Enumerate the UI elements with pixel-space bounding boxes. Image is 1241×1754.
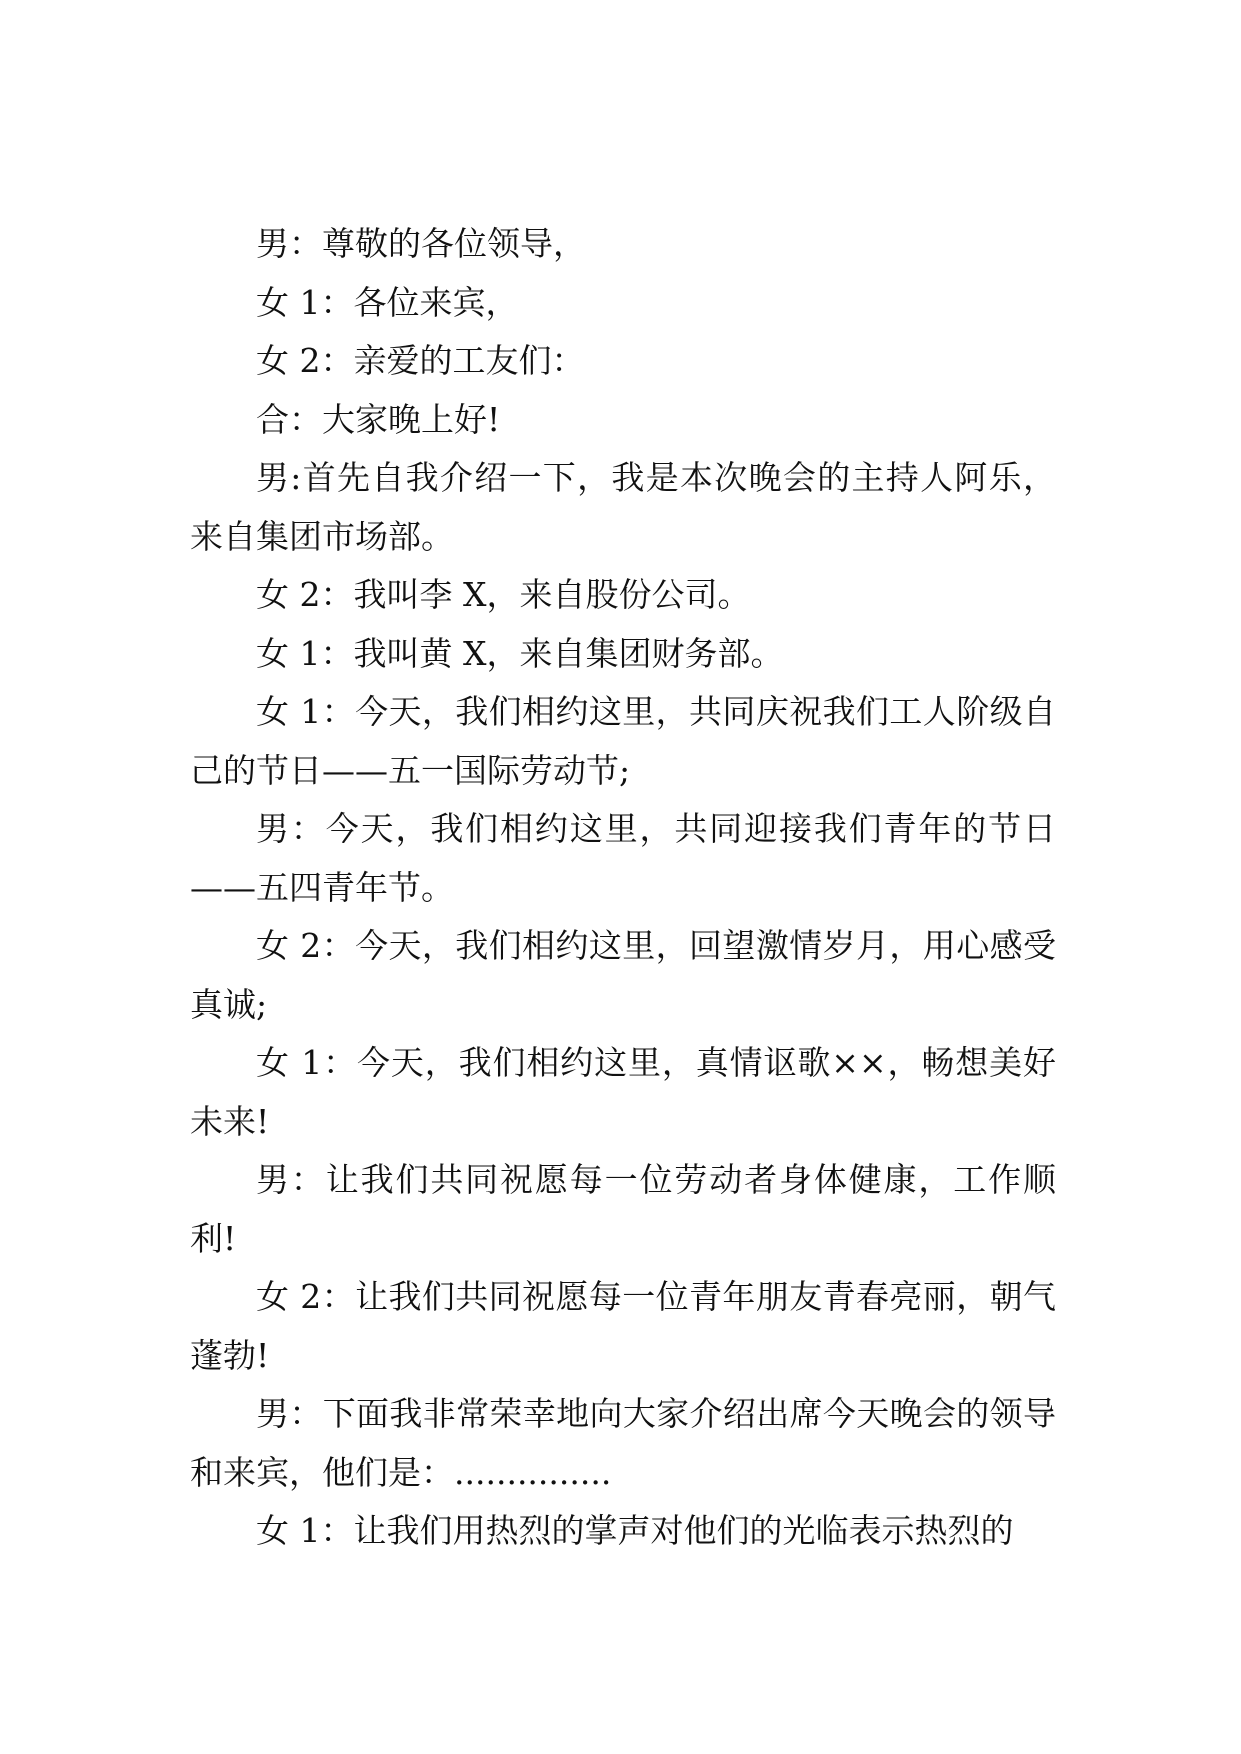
paragraph: 男:首先自我介绍一下，我是本次晚会的主持人阿乐，来自集团市场部。	[190, 458, 1056, 556]
paragraph: 男：让我们共同祝愿每一位劳动者身体健康，工作顺利!	[190, 1160, 1056, 1258]
paragraph: 女 2：让我们共同祝愿每一位青年朋友青春亮丽，朝气蓬勃!	[190, 1277, 1056, 1375]
paragraph: 合：大家晚上好!	[256, 399, 501, 439]
paragraph: 女 1：让我们用热烈的掌声对他们的光临表示热烈的	[256, 1511, 1014, 1550]
paragraph: 女 1：我叫黄 X，来自集团财务部。	[256, 633, 784, 673]
paragraph: 女 2：今天，我们相约这里，回望激情岁月，用心感受真诚;	[190, 926, 1056, 1024]
paragraph: 女 2：我叫李 X，来自股份公司。	[256, 575, 751, 614]
document-body	[190, 215, 1056, 1561]
paragraph: 女 1：今天，我们相约这里，共同庆祝我们工人阶级自己的节日——五一国际劳动节;	[190, 692, 1056, 790]
paragraph: 男：今天，我们相约这里，共同迎接我们青年的节日——五四青年节。	[190, 809, 1056, 907]
paragraph: 女 2：亲爱的工友们：	[256, 341, 585, 380]
paragraph: 男：下面我非常荣幸地向大家介绍出席今天晚会的领导和来宾，他们是：...............	[190, 1394, 1056, 1492]
paragraph: 女 1：今天，我们相约这里，真情讴歌××，畅想美好未来!	[190, 1043, 1056, 1141]
paragraph: 男：尊敬的各位领导，	[256, 224, 586, 263]
paragraph: 女 1：各位来宾，	[256, 282, 519, 322]
